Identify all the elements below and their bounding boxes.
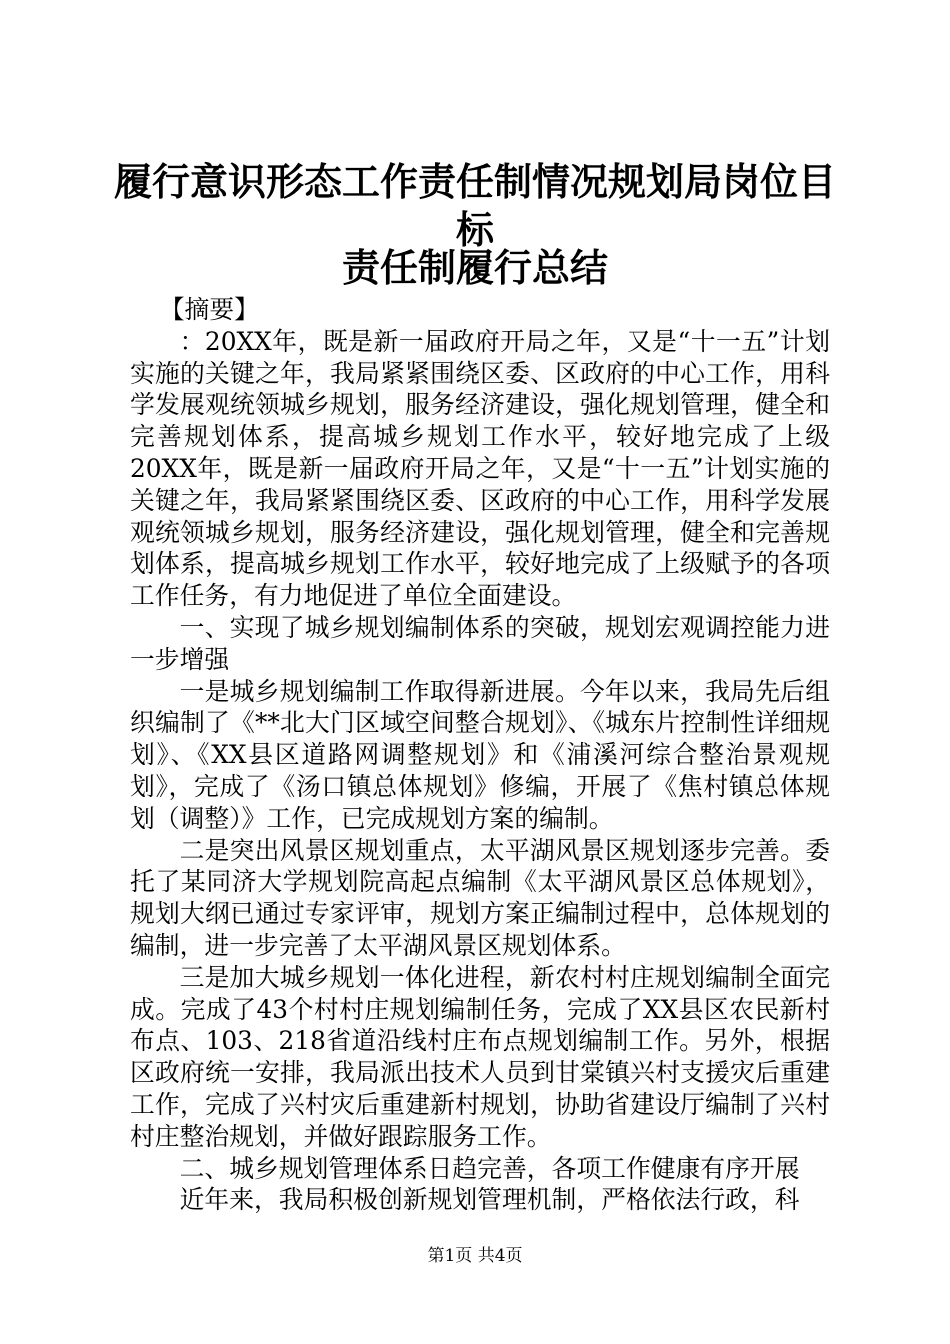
paragraph-abstract: ：20XX年，既是新一届政府开局之年，又是“十一五”计划实施的关键之年，我局紧紧围绕区委、区政府的中心工作，用科学发展观统领城乡规划，服务经济建设，强化规划管理，健全和完善规划体系，提高城乡规划工作水平，较好地完成了上级20XX年，既是新一届政府开局之年，又是“十一五”计划实施的关键之年，我局紧紧围绕区委、区政府的中心工作，用科学发展观统领城乡规划，服务经济建设，强化规划管理，健全和完善规划体系，提高城乡规划工作水平，较好地完成了上级赋予的各项工作任务，有力地促进了单位全面建设。 (130, 326, 830, 611)
abstract-label: 【摘要】 (159, 295, 259, 324)
document-title-line-1: 履行意识形态工作责任制情况规划局岗位目标 (113, 159, 836, 252)
paragraph-1: 一是城乡规划编制工作取得新进展。今年以来，我局先后组织编制了《**北大门区域空间整合规划》、《城东片控制性详细规划》、《XX县区道路网调整规划》和《浦溪河综合整治景观规划》，完成了《汤口镇总体规划》修编，开展了《焦村镇总体规划（调整）》工作，已完成规划方案的编制。 (130, 676, 830, 833)
section-heading-1: 一、实现了城乡规划编制体系的突破，规划宏观调控能力进一步增强 (130, 612, 830, 674)
paragraph-2: 二是突出风景区规划重点，太平湖风景区规划逐步完善。委托了某同济大学规划院高起点编制《太平湖风景区总体规划》，规划大纲已通过专家评审，规划方案正编制过程中，总体规划的编制，进一步完善了太平湖风景区规划体系。 (130, 835, 830, 960)
page-footer: 第1页 共4页 (427, 1246, 523, 1266)
document-title-line-2: 责任制履行总结 (341, 245, 608, 290)
paragraph-3: 三是加大城乡规划一体化进程，新农村村庄规划编制全面完成。完成了43个村村庄规划编制任务，完成了XX县区农民新村布点、103、218省道沿线村庄布点规划编制工作。另外，根据区政府统一安排，我局派出技术人员到甘棠镇兴村支援灾后重建工作，完成了兴村灾后重建新村规划，协助省建设厅编制了兴村村庄整治规划，并做好跟踪服务工作。 (130, 962, 830, 1151)
document-body (130, 294, 830, 1216)
paragraph-4: 近年来，我局积极创新规划管理机制，严格依法行政，科 (179, 1185, 800, 1215)
section-heading-2: 二、城乡规划管理体系日趋完善，各项工作健康有序开展 (179, 1153, 800, 1183)
